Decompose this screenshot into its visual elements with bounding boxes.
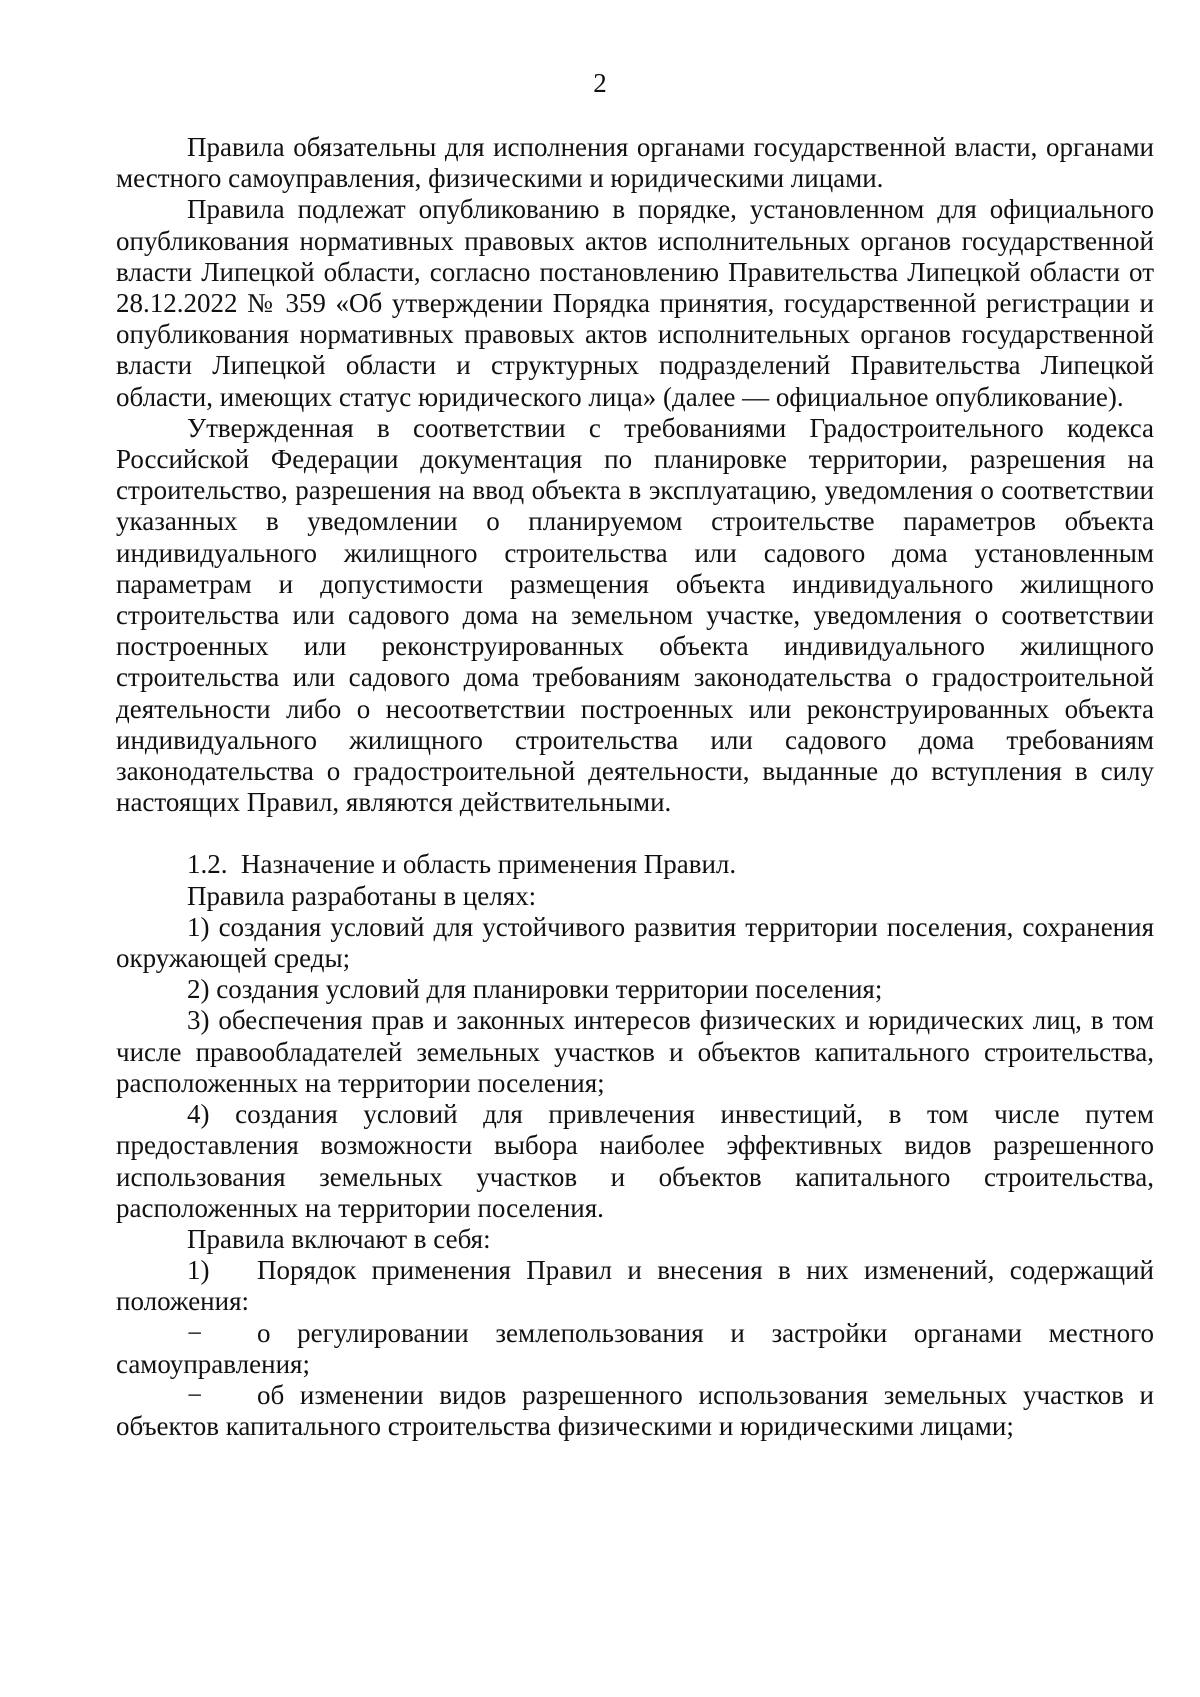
include-item-number: 1) bbox=[187, 1255, 210, 1286]
goal-item-4: 4) создания условий для привлечения инвестиций, в том числе путем предоставления возможности выбора наиболее эффективных видов разрешенного использования земельных участков и объектов капитального строительства, расположенных на территории поселения. bbox=[116, 1099, 1154, 1223]
goals-intro: Правила разработаны в целях: bbox=[187, 880, 537, 911]
spacer bbox=[116, 818, 1154, 849]
dash-item-text: о регулировании землепользования и застройки органами местного bbox=[257, 1317, 1154, 1348]
include-item-text: Порядок применения Правил и внесения в них изменений, содержащий bbox=[257, 1255, 1154, 1286]
goal-item-3: 3) обеспечения прав и законных интересов физических и юридических лиц, в том числе правообладателей земельных участков и объектов капитального строительства, расположенных на территории поселения; bbox=[116, 1005, 1154, 1098]
paragraph-publication: Правила подлежат опубликованию в порядке, установленном для официального опубликования нормативных правовых актов исполнительных органов государственной власти Липецкой области, согласно постановлению Правительства Липецкой области от 28.12.2022 № 359 «Об утверждении Порядка принятия, государственной регистрации и опубликования нормативных правовых актов исполнительных органов государственной власти Липецкой области и структурных подразделений Правительства Липецкой области, имеющих статус юридического лица» (далее — официальное опубликование). bbox=[116, 194, 1154, 412]
document-body bbox=[116, 132, 1154, 1442]
paragraph-validity: Утвержденная в соответствии с требованиями Градостроительного кодекса Российской Федерации документация по планировке территории, разрешения на строительство, разрешения на ввод объекта в эксплуатацию, уведомления о соответствии указанных в уведомлении о планируемом строительстве параметров объекта индивидуального жилищного строительства или садового дома установленным параметрам и допустимости размещения объекта индивидуального жилищного строительства или садового дома на земельном участке, уведомления о соответствии построенных или реконструированных объекта индивидуального жилищного строительства или садового дома требованиям законодательства о градостроительной деятельности либо о несоответствии построенных или реконструированных объекта индивидуального жилищного строительства или садового дома требованиям законодательства о градостроительной деятельности, выданные до вступления в силу настоящих Правил, являются действительными. bbox=[116, 412, 1154, 818]
includes-intro: Правила включают в себя: bbox=[187, 1223, 491, 1254]
page-number: 2 bbox=[593, 68, 607, 98]
include-item-continuation: положения: bbox=[116, 1286, 249, 1317]
goal-item-2: 2) создания условий для планировки территории поселения; bbox=[187, 974, 883, 1005]
dash-item-continuation: самоуправления; bbox=[116, 1348, 310, 1379]
dash-bullet: − bbox=[187, 1317, 203, 1348]
goal-item-1: 1) создания условий для устойчивого развития территории поселения, сохранения окружающей среды; bbox=[116, 911, 1154, 974]
dash-item-2 bbox=[116, 1380, 1154, 1411]
dash-item-text: об изменении видов разрешенного использования земельных участков и bbox=[257, 1379, 1154, 1410]
include-item-1 bbox=[116, 1255, 1154, 1286]
dash-item-continuation: объектов капитального строительства физическими и юридическими лицами; bbox=[116, 1411, 1014, 1442]
dash-bullet: − bbox=[187, 1379, 203, 1410]
section-heading: 1.2. Назначение и область применения Правил. bbox=[187, 849, 737, 880]
dash-item-1 bbox=[116, 1318, 1154, 1349]
paragraph-binding-force: Правила обязательны для исполнения органами государственной власти, органами местного самоуправления, физическими и юридическими лицами. bbox=[116, 132, 1154, 194]
